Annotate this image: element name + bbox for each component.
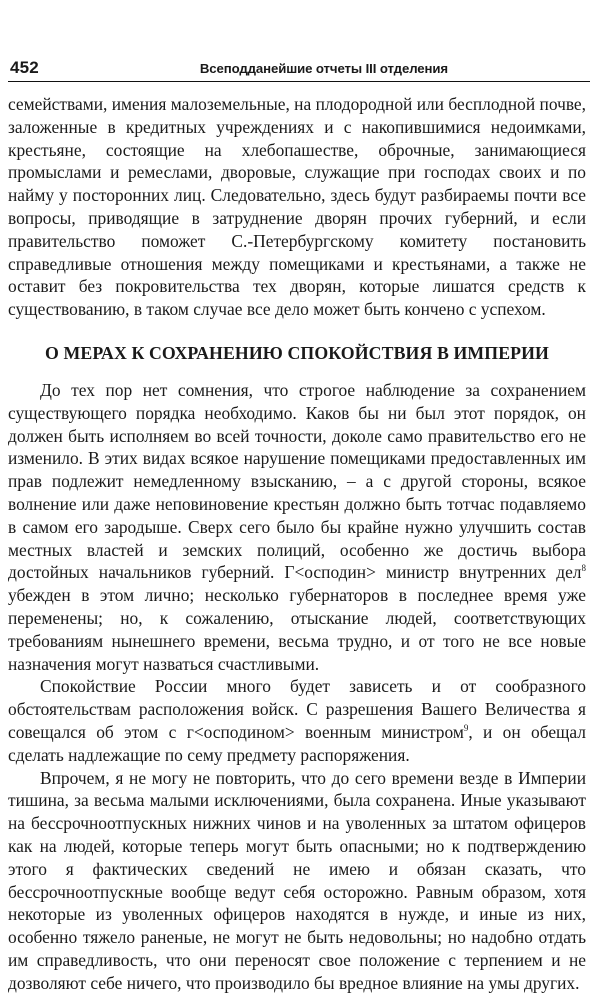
running-title: Всеподданейшие отчеты III отделения	[199, 61, 448, 76]
paragraph-troops-text-1: Спокойствие России много будет зависеть и от сообразного обстоятельствам расположения войск. С разрешения Вашего Величества я совещался об этом с г<осподином> военным министром	[8, 676, 586, 742]
paragraph-order	[8, 379, 586, 675]
paragraph-order-text-1: До тех пор нет сомнения, что строгое наблюдение за сохранением существующего порядка необходимо. Каков бы ни был этот порядок, он должен быть исполняем во всей точности, доколе само правительство его не изменило. В этих видах всякое нарушение помещиками предоставленных им прав подлежит немедленному взысканию, – а с другой стороны, всякое волнение или даже неповиновение крестьян должно быть тотчас подавляемо в самом его зародыше. Сверх сего было бы крайне нужно улучшить состав местных властей и земских полиций, особенно же достичь выбора достойных начальников губерний. Г<осподин> министр внутренних дел	[8, 379, 586, 583]
section-heading: О МЕРАХ К СОХРАНЕНИЮ СПОКОЙСТВИЯ В ИМПЕРИИ	[45, 342, 549, 363]
paragraph-calm: Впрочем, я не могу не повторить, что до сего времени везде в Империи тишина, за весьма малыми исключениями, была сохранена. Иные указывают на бессрочноотпускных нижних чинов и на уволенных за штатом офицеров как на людей, которые теперь могут быть опасными; но к подтверждению этого я фактических сведений не имею и обязан сказать, что бессрочноотпускные вообще ведут себя осторожно. Равным образом, хотя некоторые из уволенных офицеров находятся в нужде, и иные из них, особенно тяжело раненые, не могут не быть недовольны; но надобно отдать им справедливость, что они переносят свое положение с терпением и не дозволяют себе ничего, что производило бы вредное влияние на умы других.	[8, 767, 586, 993]
main-text	[8, 93, 586, 994]
footnote-ref: 8	[581, 563, 586, 574]
paragraph-order-text-2: убежден в этом лично; несколько губернаторов в последнее время уже переменены; но, к сожалению, отыскание людей, соответствующих требованиям нынешнего времени, весьма трудно, и от того не все новые назначения могут назваться счастливыми.	[8, 585, 586, 674]
paragraph-troops-text-2: , и он обещал сделать надлежащие по сему предмету распоряжения.	[8, 721, 586, 765]
paragraph-troops	[8, 675, 586, 766]
footnote-ref: 9	[463, 723, 469, 734]
running-header	[8, 55, 590, 82]
page-number: 452	[10, 58, 39, 77]
paragraph-continued: семействами, имения малоземельные, на плодородной или бесплодной почве, заложенные в кредитных учреждениях и с накопившимися недоимками, крестьяне, состоящие на хлебопашестве, оброчные, занимающиеся промыслами и ремеслами, дворовые, служащие при господах своих и по найму у посторонних лиц. Следовательно, здесь будут разбираемы почти все вопросы, приводящие в затруднение дворян прочих губерний, и если правительство поможет С.-Петербургскому комитету постановить справедливые отношения между помещиками и крестьянами, а также не оставит без покровительства тех дворян, которые лишатся средств к существованию, в таком случае все дело может быть кончено с успехом.	[8, 94, 586, 320]
